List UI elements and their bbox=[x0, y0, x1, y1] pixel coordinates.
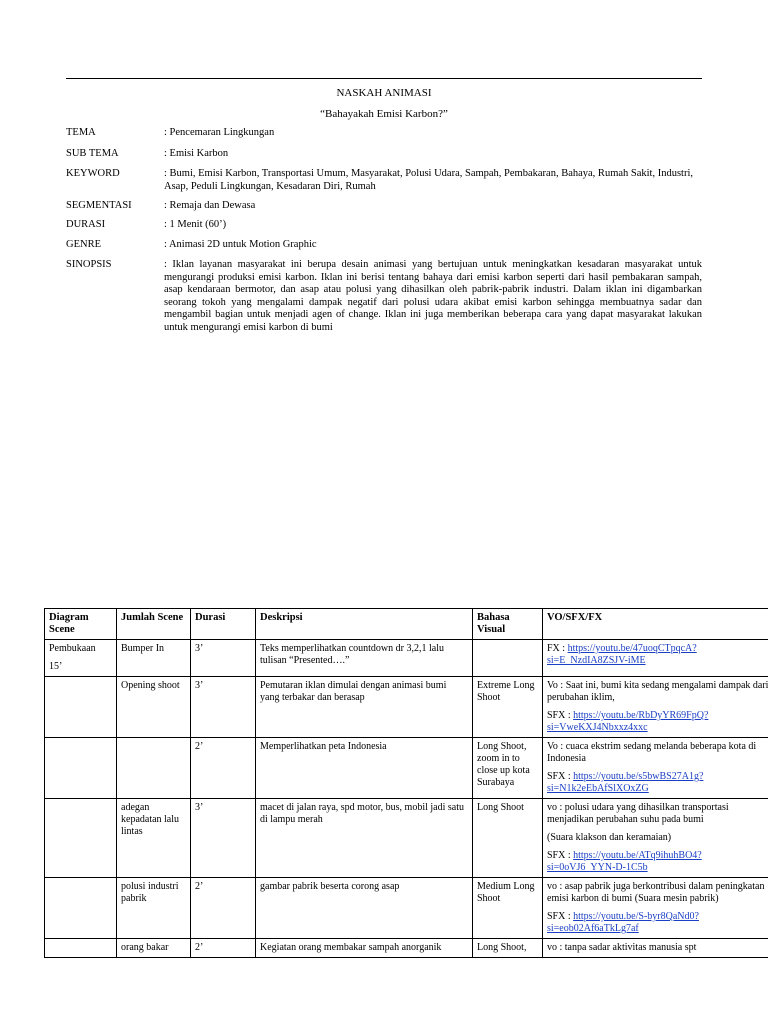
sfx-link[interactable]: https://youtu.be/s5bwBS27A1g?si=N1k2eEbAfSlXOxZG bbox=[547, 771, 704, 794]
meta-value: : Remaja dan Dewasa bbox=[164, 200, 256, 211]
meta-label: SUB TEMA bbox=[66, 148, 119, 159]
sfx-prefix: FX : bbox=[547, 643, 568, 654]
meta-value: : Animasi 2D untuk Motion Graphic bbox=[164, 239, 317, 250]
document-subtitle: “Bahayakah Emisi Karbon?” bbox=[320, 108, 448, 120]
cell-vo bbox=[543, 677, 768, 738]
cell-vo bbox=[543, 640, 768, 677]
cell-vo bbox=[543, 939, 768, 958]
cell-diagram bbox=[45, 677, 117, 738]
header-jumlah-scene: Jumlah Scene bbox=[117, 609, 191, 640]
cell-diagram bbox=[45, 738, 117, 799]
cell-jumlah: Bumper In bbox=[117, 640, 191, 677]
sfx-link[interactable]: https://youtu.be/S-byr8QaNd0?si=eob02Af6aTkLg7af bbox=[547, 911, 699, 934]
cell-deskripsi: Memperlihatkan peta Indonesia bbox=[256, 738, 473, 799]
cell-visual: Long Shoot, bbox=[473, 939, 543, 958]
table-row bbox=[45, 878, 768, 939]
sfx-prefix: SFX : bbox=[547, 911, 574, 922]
vo-line: Vo : Saat ini, bumi kita sedang mengalami dampak dari perubahan iklim, bbox=[547, 680, 768, 703]
sfx-line bbox=[547, 710, 768, 734]
table-header-row bbox=[45, 609, 768, 640]
table-row bbox=[45, 939, 768, 958]
cell-vo bbox=[543, 738, 768, 799]
cell-vo bbox=[543, 878, 768, 939]
cell-diagram bbox=[45, 939, 117, 958]
sfx-link[interactable]: https://youtu.be/RbDyYR69FpQ?si=VweKXJ4Nbxxz4xxc bbox=[547, 710, 709, 733]
vo-line: vo : asap pabrik juga berkontribusi dalam peningkatan emisi karbon di bumi (Suara mesin pabrik) bbox=[547, 881, 765, 904]
sfx-prefix: SFX : bbox=[547, 771, 574, 782]
meta-value: : Emisi Karbon bbox=[164, 148, 229, 159]
vo-line: vo : polusi udara yang dihasilkan transportasi menjadikan perubahan suhu pada bumi bbox=[547, 802, 729, 825]
table-row bbox=[45, 677, 768, 738]
cell-durasi: 2’ bbox=[191, 738, 256, 799]
meta-value: : 1 Menit (60’) bbox=[164, 219, 227, 230]
sfx-link[interactable]: https://youtu.be/47uoqCTpqcA?si=E_NzdIA8ZSJV-iME bbox=[547, 643, 697, 666]
cell-diagram bbox=[45, 878, 117, 939]
cell-jumlah: Opening shoot bbox=[117, 677, 191, 738]
meta-label: DURASI bbox=[66, 219, 106, 230]
cell-durasi: 3’ bbox=[191, 799, 256, 878]
cell-diagram bbox=[45, 799, 117, 878]
cell-visual: Medium Long Shoot bbox=[473, 878, 543, 939]
table-row bbox=[45, 799, 768, 878]
sfx-link[interactable]: https://youtu.be/ATq9ihuhBO4?si=0oVJ6_YYN-D-1C5b bbox=[547, 850, 702, 873]
document-title: NASKAH ANIMASI bbox=[336, 87, 432, 99]
meta-value: : Iklan layanan masyarakat ini berupa desain animasi yang bertujuan untuk meningkatkan kesadaran masyarakat untuk mengurangi produksi emisi karbon. Iklan ini berisi tentang bahaya dari emisi karbon seperti dari hasil pembakaran sampah, asap kendaraan bermotor, dan asap atau polusi yang dihasilkan oleh pabrik-pabrik industri. Dalam iklan ini digambarkan seorang tokoh yang mengalami dampak negatif dari polusi udara akibat emisi karbon sehingga membuatnya sadar dan mengambil bagian untuk menjadi agen of change. Iklan ini juga memberikan beberapa cara yang dapat masyarakat lakukan untuk mengurangi emisi karbon di bumi bbox=[164, 259, 702, 333]
cell-deskripsi: Teks memperlihatkan countdown dr 3,2,1 lalu tulisan “Presented….” bbox=[256, 640, 473, 677]
meta-value: : Bumi, Emisi Karbon, Transportasi Umum, Masyarakat, Polusi Udara, Sampah, Pembakaran, Bahaya, Rumah Sakit, Industri, Asap, Peduli Lingkungan, Kesadaran Diri, Rumah bbox=[164, 168, 694, 192]
diagram-duration: 15’ bbox=[49, 661, 63, 672]
sfx-line bbox=[547, 643, 768, 667]
header-deskripsi: Deskripsi bbox=[256, 609, 473, 640]
table-row bbox=[45, 738, 768, 799]
cell-deskripsi: Pemutaran iklan dimulai dengan animasi bumi yang terbakar dan berasap bbox=[256, 677, 473, 738]
meta-label: GENRE bbox=[66, 239, 101, 250]
cell-visual: Long Shoot bbox=[473, 799, 543, 878]
table-row bbox=[45, 640, 768, 677]
cell-deskripsi: macet di jalan raya, spd motor, bus, mobil jadi satu di lampu merah bbox=[256, 799, 473, 878]
top-rule bbox=[66, 78, 702, 79]
header-durasi: Durasi bbox=[191, 609, 256, 640]
meta-label: KEYWORD bbox=[66, 168, 120, 179]
vo-extra-line: (Suara klakson dan keramaian) bbox=[547, 832, 672, 843]
cell-vo bbox=[543, 799, 768, 878]
header-diagram-scene: Diagram Scene bbox=[45, 609, 117, 640]
sfx-line bbox=[547, 911, 768, 935]
cell-durasi: 2’ bbox=[191, 878, 256, 939]
header-bahasa-visual: Bahasa Visual bbox=[473, 609, 543, 640]
vo-line: Vo : cuaca ekstrim sedang melanda beberapa kota di Indonesia bbox=[547, 741, 757, 764]
meta-label: SEGMENTASI bbox=[66, 200, 132, 211]
diagram-label: Pembukaan bbox=[49, 643, 96, 654]
cell-jumlah: adegan kepadatan lalu lintas bbox=[117, 799, 191, 878]
sfx-line bbox=[547, 771, 768, 795]
cell-visual: Long Shoot, zoom in to close up kota Surabaya bbox=[473, 738, 543, 799]
meta-label: SINOPSIS bbox=[66, 259, 112, 270]
cell-durasi: 3’ bbox=[191, 677, 256, 738]
sfx-prefix: SFX : bbox=[547, 710, 574, 721]
sfx-prefix: SFX : bbox=[547, 850, 574, 861]
cell-jumlah: orang bakar bbox=[117, 939, 191, 958]
cell-deskripsi: Kegiatan orang membakar sampah anorganik bbox=[256, 939, 473, 958]
cell-durasi: 2’ bbox=[191, 939, 256, 958]
cell-jumlah: polusi industri pabrik bbox=[117, 878, 191, 939]
cell-deskripsi: gambar pabrik beserta corong asap bbox=[256, 878, 473, 939]
cell-visual bbox=[473, 640, 543, 677]
header-vo-sfx-fx: VO/SFX/FX bbox=[543, 609, 768, 640]
meta-value: : Pencemaran Lingkungan bbox=[164, 127, 275, 138]
cell-jumlah bbox=[117, 738, 191, 799]
scene-table bbox=[44, 608, 768, 958]
cell-diagram bbox=[45, 640, 117, 677]
sfx-line bbox=[547, 850, 768, 874]
vo-line: vo : tanpa sadar aktivitas manusia spt bbox=[547, 942, 697, 953]
cell-durasi: 3’ bbox=[191, 640, 256, 677]
cell-visual: Extreme Long Shoot bbox=[473, 677, 543, 738]
meta-label: TEMA bbox=[66, 127, 96, 138]
